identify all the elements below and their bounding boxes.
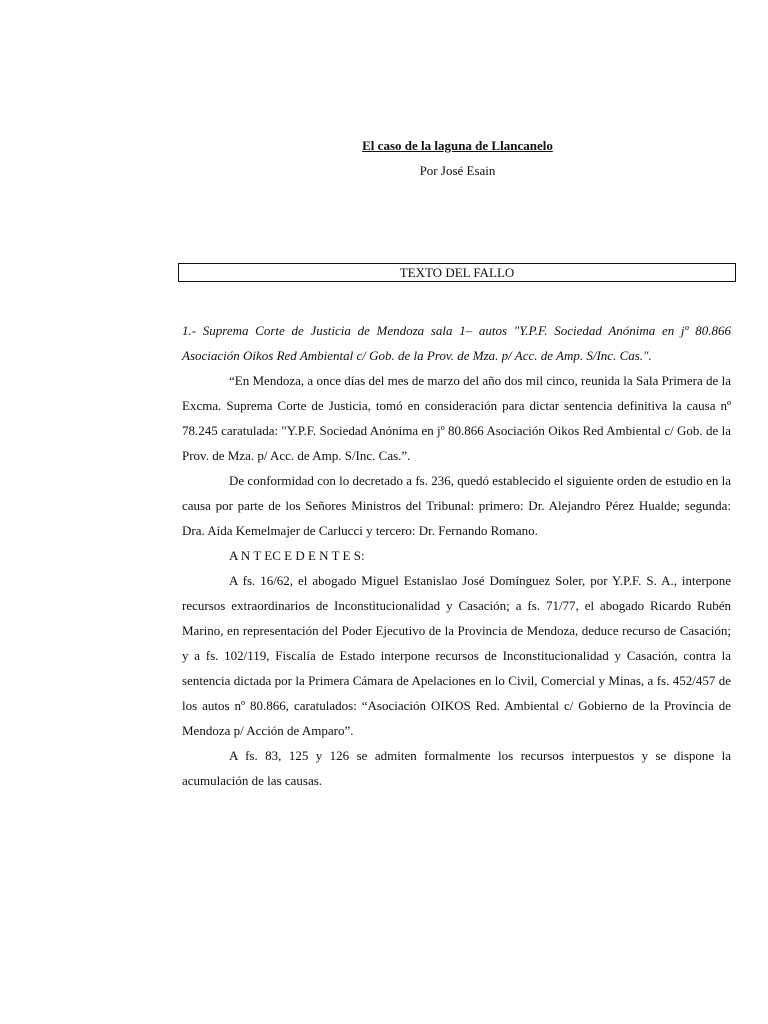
paragraph-intro: “En Mendoza, a once días del mes de marzo del año dos mil cinco, reunida la Sala Primera de la Excma. Suprema Corte de Justicia, tomó en consideración para dictar sentencia definitiva la causa nº 78.245 caratulada: "Y.P.F. Sociedad Anónima en jº 80.866 Asociación Oikos Red Ambiental c/ Gob. de la Prov. de Mza. p/ Acc. de Amp. S/Inc. Cas.”. <box>182 373 731 463</box>
paragraph-admision: A fs. 83, 125 y 126 se admiten formalmente los recursos interpuestos y se dispone la acumulación de las causas. <box>182 748 731 788</box>
document-title: El caso de la laguna de Llancanelo <box>362 138 553 153</box>
document-body <box>182 318 731 793</box>
section-heading-box: TEXTO DEL FALLO <box>178 263 736 282</box>
paragraph-study-order: De conformidad con lo decretado a fs. 236, quedó establecido el siguiente orden de estudio en la causa por parte de los Señores Ministros del Tribunal: primero: Dr. Alejandro Pérez Hualde; segunda: Dra. Aída Kemelmajer de Carlucci y tercero: Dr. Fernando Romano. <box>182 473 731 538</box>
section-antecedentes-heading: A N T EC E D E N T E S: <box>229 548 365 563</box>
document-author: Por José Esain <box>419 163 496 178</box>
case-reference: 1.- Suprema Corte de Justicia de Mendoza sala 1– autos "Y.P.F. Sociedad Anónima en jº 80.866 Asociación Oikos Red Ambiental c/ Gob. de la Prov. de Mza. p/ Acc. de Amp. S/Inc. Cas.". <box>182 323 731 363</box>
paragraph-recursos: A fs. 16/62, el abogado Miguel Estanislao José Domínguez Soler, por Y.P.F. S. A., interpone recursos extraordinarios de Inconstitucionalidad y Casación; a fs. 71/77, el abogado Ricardo Rubén Marino, en representación del Poder Ejecutivo de la Provincia de Mendoza, deduce recurso de Casación; y a fs. 102/119, Fiscalía de Estado interpone recursos de Inconstitucionalidad y Casación, contra la sentencia dictada por la Primera Cámara de Apelaciones en lo Civil, Comercial y Minas, a fs. 452/457 de los autos nº 80.866, caratulados: “Asociación OIKOS Red. Ambiental c/ Gobierno de la Provincia de Mendoza p/ Acción de Amparo”. <box>182 573 731 738</box>
